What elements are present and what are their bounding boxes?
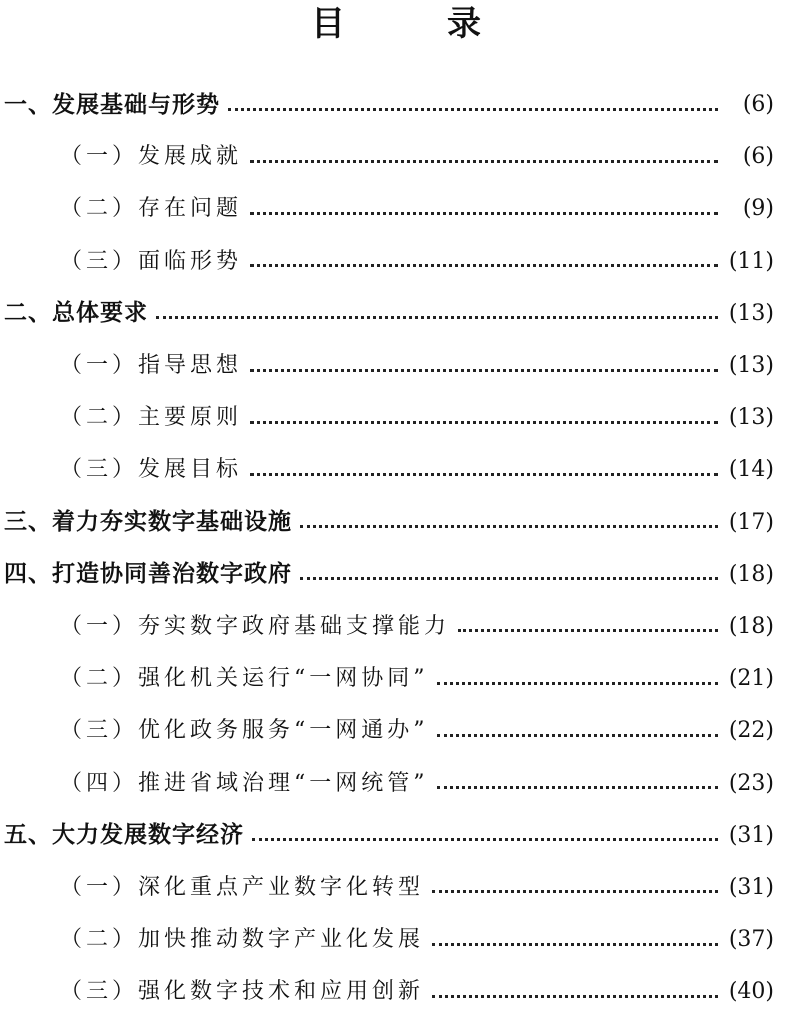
toc-page-number: (13)	[728, 353, 774, 379]
dot-leader	[437, 682, 719, 685]
toc-entry-label: （二）加快推动数字产业化发展	[60, 927, 425, 953]
toc-entry-label: （一）夯实数字政府基础支撑能力	[60, 613, 451, 639]
toc-entry-label: （二）存在问题	[60, 196, 243, 222]
toc-subsection-entry[interactable]	[0, 392, 800, 444]
toc-subsection-entry[interactable]	[0, 340, 800, 392]
toc-page-number: (31)	[728, 822, 774, 848]
toc-subsection-entry[interactable]	[0, 183, 800, 235]
toc-entry-label: 三、着力夯实数字基础设施	[4, 509, 292, 536]
dot-leader	[252, 838, 718, 841]
toc-subsection-entry[interactable]	[0, 444, 800, 496]
toc-entry-label: 五、大力发展数字经济	[4, 822, 244, 849]
toc-subsection-entry[interactable]	[0, 914, 800, 966]
toc-entry-label: （二）强化机关运行“一网协同”	[60, 666, 429, 692]
dot-leader	[432, 890, 718, 893]
toc-page-number: (37)	[728, 927, 774, 953]
toc-entry-label: （三）面临形势	[60, 248, 243, 274]
toc-page-number: (17)	[728, 509, 774, 535]
toc-subsection-entry[interactable]	[0, 601, 800, 653]
dot-leader	[250, 264, 718, 267]
toc-subsection-entry[interactable]	[0, 131, 800, 183]
toc-entry-label: （三）强化数字技术和应用创新	[60, 979, 425, 1005]
toc-page-number: (14)	[728, 457, 774, 483]
toc-section-entry[interactable]	[0, 288, 800, 340]
toc-subsection-entry[interactable]	[0, 653, 800, 705]
dot-leader	[250, 212, 718, 215]
dot-leader	[300, 577, 718, 580]
dot-leader	[156, 316, 718, 319]
dot-leader	[250, 369, 718, 372]
toc-page-number: (6)	[742, 92, 774, 118]
dot-leader	[437, 786, 719, 789]
toc-subsection-entry[interactable]	[0, 705, 800, 757]
dot-leader	[300, 525, 718, 528]
toc-section-entry[interactable]	[0, 497, 800, 549]
toc-page-number: (21)	[728, 666, 774, 692]
toc-section-entry[interactable]	[0, 549, 800, 601]
toc-page-number: (11)	[728, 248, 774, 274]
dot-leader	[458, 629, 718, 632]
toc-page-number: (13)	[728, 405, 774, 431]
toc-page-number: (31)	[728, 874, 774, 900]
dot-leader	[250, 421, 718, 424]
dot-leader	[432, 995, 718, 998]
dot-leader	[250, 473, 718, 476]
toc-page-number: (13)	[728, 300, 774, 326]
toc-subsection-entry[interactable]	[0, 236, 800, 288]
toc-entry-label: 四、打造协同善治数字政府	[4, 561, 292, 588]
toc-entry-label: 二、总体要求	[4, 300, 148, 327]
toc-entry-label: （三）发展目标	[60, 457, 243, 483]
dot-leader	[437, 734, 719, 737]
toc-subsection-entry[interactable]	[0, 862, 800, 914]
toc-page-number: (6)	[742, 144, 774, 170]
toc-page-number: (40)	[728, 979, 774, 1005]
toc-page-number: (18)	[728, 561, 774, 587]
dot-leader	[228, 108, 718, 111]
toc-entry-label: （三）优化政务服务“一网通办”	[60, 718, 429, 744]
toc-entry-label: （二）主要原则	[60, 405, 243, 431]
toc-subsection-entry[interactable]	[0, 757, 800, 809]
toc-entry-label: （一）指导思想	[60, 353, 243, 379]
toc-subsection-entry[interactable]	[0, 966, 800, 1018]
toc-entry-label: （一）发展成就	[60, 144, 243, 170]
toc-list	[0, 79, 800, 1018]
toc-page-number: (22)	[728, 718, 774, 744]
toc-entry-label: 一、发展基础与形势	[4, 91, 220, 118]
dot-leader	[250, 160, 718, 163]
toc-entry-label: （四）推进省域治理“一网统管”	[60, 770, 429, 796]
toc-page-number: (23)	[728, 770, 774, 796]
toc-section-entry[interactable]	[0, 79, 800, 131]
toc-page-number: (9)	[742, 196, 774, 222]
dot-leader	[432, 943, 718, 946]
toc-page-number: (18)	[728, 613, 774, 639]
toc-entry-label: （一）深化重点产业数字化转型	[60, 874, 425, 900]
toc-section-entry[interactable]	[0, 810, 800, 862]
page-title: 目 录	[311, 4, 515, 44]
